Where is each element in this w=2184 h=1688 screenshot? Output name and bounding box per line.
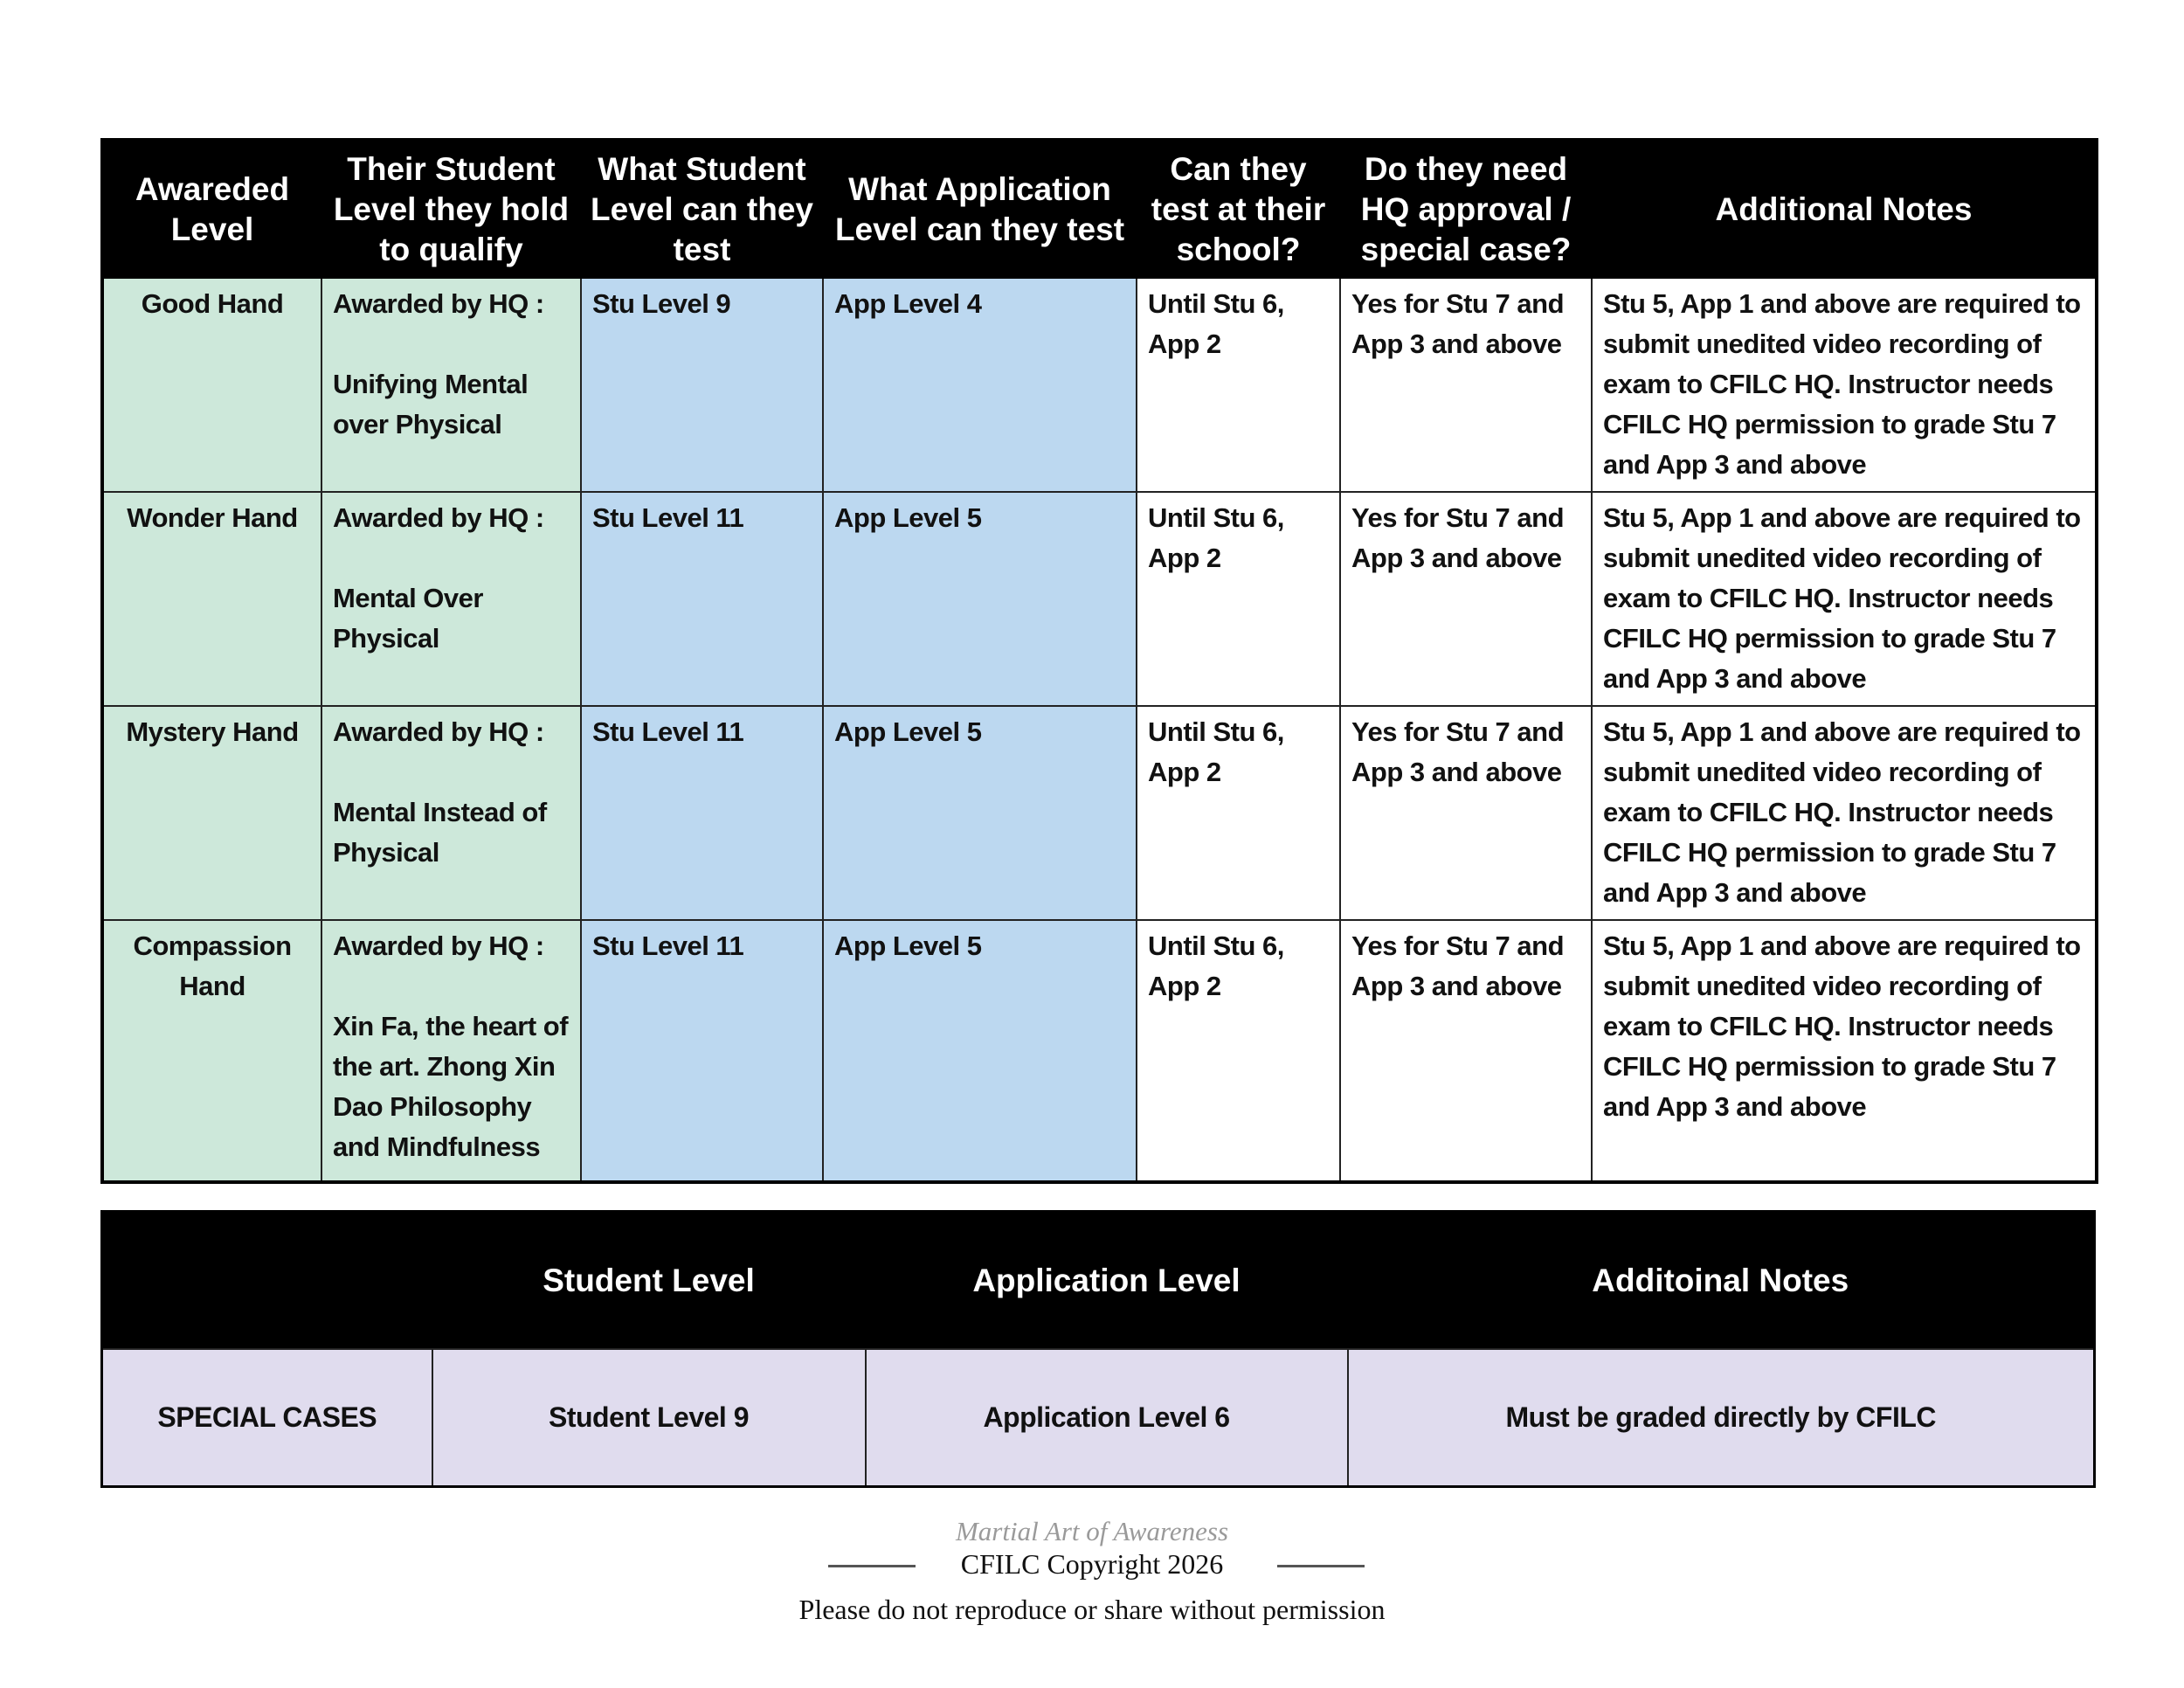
- footer-copyright: CFILC Copyright 2026: [960, 1548, 1224, 1580]
- qualify-description: Mental Instead of Physical: [333, 797, 547, 868]
- qualify-title: Awarded by HQ :: [333, 288, 544, 319]
- student-level-cell: Stu Level 11: [581, 920, 823, 1182]
- qualify-description: Unifying Mental over Physical: [333, 369, 529, 439]
- qualify-title: Awarded by HQ :: [333, 930, 544, 961]
- awarded-level-cell: Mystery Hand: [102, 706, 321, 920]
- qualify-description: Mental Over Physical: [333, 583, 483, 654]
- special-notes: Must be graded directly by CFILC: [1348, 1349, 2095, 1487]
- hq-approval-cell: Yes for Stu 7 and App 3 and above: [1340, 706, 1592, 920]
- header-student-level-qualify: Their Student Level they hold to qualify: [321, 140, 581, 278]
- special-header-student-level: Student Level: [432, 1212, 866, 1350]
- test-at-school-cell: Until Stu 6, App 2: [1137, 706, 1340, 920]
- table-row: [102, 492, 2097, 706]
- special-header-application-level: Application Level: [866, 1212, 1348, 1350]
- notes-cell: Stu 5, App 1 and above are required to submit unedited video recording of exam to CFILC HQ. Instructor needs CFILC HQ permission to grade Stu 7 and App 3 and above: [1592, 920, 2097, 1182]
- student-level-cell: Stu Level 9: [581, 278, 823, 492]
- notes-cell: Stu 5, App 1 and above are required to submit unedited video recording of exam to CFILC HQ. Instructor needs CFILC HQ permission to grade Stu 7 and App 3 and above: [1592, 278, 2097, 492]
- special-header-blank: [102, 1212, 432, 1350]
- test-at-school-cell: Until Stu 6, App 2: [1137, 278, 1340, 492]
- awarded-levels-table: [100, 138, 2098, 1184]
- special-application-level: Application Level 6: [866, 1349, 1348, 1487]
- table-header-row: [102, 140, 2097, 278]
- qualify-cell: [321, 706, 581, 920]
- qualify-title: Awarded by HQ :: [333, 502, 544, 533]
- awarded-level-cell: Compassion Hand: [102, 920, 321, 1182]
- student-level-cell: Stu Level 11: [581, 492, 823, 706]
- student-level-cell: Stu Level 11: [581, 706, 823, 920]
- footer-tagline: Martial Art of Awareness: [955, 1516, 1229, 1546]
- application-level-cell: App Level 5: [823, 706, 1137, 920]
- footer-rule-right: [1277, 1565, 1365, 1567]
- table-row: [102, 920, 2097, 1182]
- header-additional-notes: Additional Notes: [1592, 140, 2097, 278]
- awarded-level-cell: Good Hand: [102, 278, 321, 492]
- footer-notice: Please do not reproduce or share without permission: [798, 1594, 1386, 1625]
- notes-cell: Stu 5, App 1 and above are required to submit unedited video recording of exam to CFILC HQ. Instructor needs CFILC HQ permission to grade Stu 7 and App 3 and above: [1592, 706, 2097, 920]
- notes-cell: Stu 5, App 1 and above are required to submit unedited video recording of exam to CFILC HQ. Instructor needs CFILC HQ permission to grade Stu 7 and App 3 and above: [1592, 492, 2097, 706]
- header-test-at-school: Can they test at their school?: [1137, 140, 1340, 278]
- application-level-cell: App Level 4: [823, 278, 1137, 492]
- special-cases-row: [102, 1349, 2095, 1487]
- table-row: [102, 706, 2097, 920]
- special-student-level: Student Level 9: [432, 1349, 866, 1487]
- hq-approval-cell: Yes for Stu 7 and App 3 and above: [1340, 492, 1592, 706]
- header-application-level-test: What Application Level can they test: [823, 140, 1137, 278]
- qualify-title: Awarded by HQ :: [333, 716, 544, 747]
- special-cases-label: SPECIAL CASES: [102, 1349, 432, 1487]
- special-header-notes: Additoinal Notes: [1348, 1212, 2095, 1350]
- qualify-description: Xin Fa, the heart of the art. Zhong Xin Dao Philosophy and Mindfulness: [333, 1011, 569, 1162]
- special-header-row: [102, 1212, 2095, 1350]
- test-at-school-cell: Until Stu 6, App 2: [1137, 920, 1340, 1182]
- qualify-cell: [321, 278, 581, 492]
- header-hq-approval: Do they need HQ approval / special case?: [1340, 140, 1592, 278]
- table-row: [102, 278, 2097, 492]
- hq-approval-cell: Yes for Stu 7 and App 3 and above: [1340, 920, 1592, 1182]
- application-level-cell: App Level 5: [823, 920, 1137, 1182]
- qualify-cell: [321, 492, 581, 706]
- qualify-cell: [321, 920, 581, 1182]
- application-level-cell: App Level 5: [823, 492, 1137, 706]
- special-cases-table: [100, 1210, 2096, 1488]
- awarded-level-cell: Wonder Hand: [102, 492, 321, 706]
- header-awarded-level: Awareded Level: [102, 140, 321, 278]
- header-student-level-test: What Student Level can they test: [581, 140, 823, 278]
- hq-approval-cell: Yes for Stu 7 and App 3 and above: [1340, 278, 1592, 492]
- test-at-school-cell: Until Stu 6, App 2: [1137, 492, 1340, 706]
